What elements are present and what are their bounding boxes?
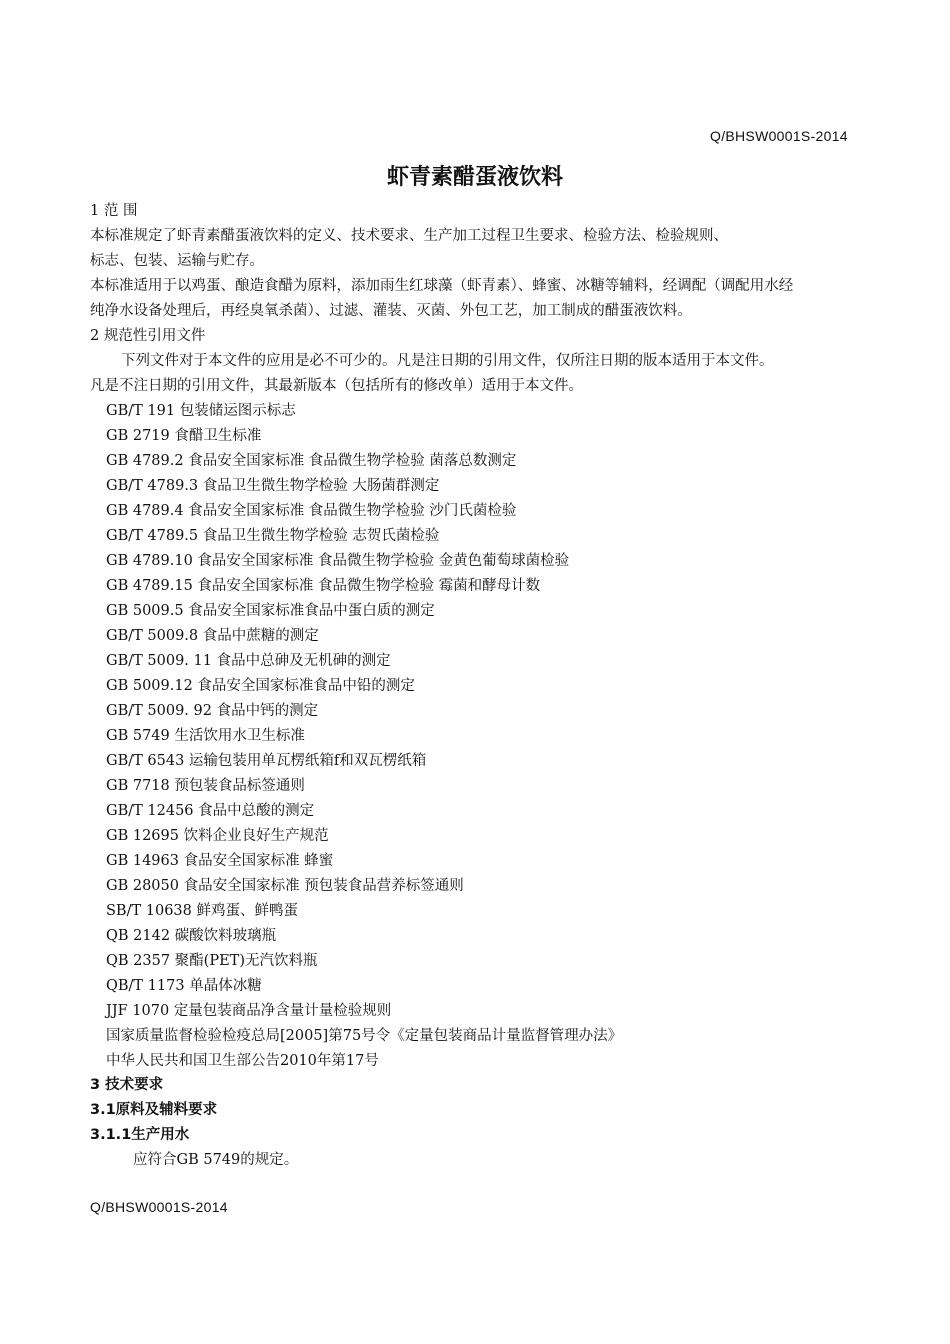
reference-item: JJF 1070 定量包装商品净含量计量检验规则: [106, 1003, 392, 1019]
reference-item: GB/T 4789.3 食品卫生微生物学检验 大肠菌群测定: [106, 478, 440, 494]
scope-paragraph-2-line-2: 纯净水设备处理后，再经臭氧杀菌）、过滤、灌装、灭菌、外包工艺，加工制成的醋蛋液饮料。: [90, 303, 692, 319]
scope-paragraph-2-line-1: 本标准适用于以鸡蛋、酿造食醋为原料，添加雨生红球藻（虾青素）、蜂蜜、冰糖等辅料，经调配（调配用水经: [90, 278, 794, 294]
header-standard-code: Q/BHSW0001S-2014: [710, 128, 848, 144]
reference-item: GB 5009.12 食品安全国家标准食品中铅的测定: [106, 678, 415, 694]
reference-item: GB/T 5009. 92 食品中钙的测定: [106, 703, 319, 719]
reference-item: GB 4789.4 食品安全国家标准 食品微生物学检验 沙门氏菌检验: [106, 503, 517, 519]
section-1-heading: 1 范 围: [90, 203, 138, 219]
reference-item: GB/T 12456 食品中总酸的测定: [106, 803, 315, 819]
reference-item: GB 28050 食品安全国家标准 预包装食品营养标签通则: [106, 878, 464, 894]
reference-item: GB 12695 饮料企业良好生产规范: [106, 828, 329, 844]
reference-item: GB/T 6543 运输包装用单瓦楞纸箱f和双瓦楞纸箱: [106, 753, 427, 769]
reference-item: GB/T 191 包装储运图示标志: [106, 403, 296, 419]
section-3-heading: 3 技术要求: [90, 1077, 164, 1093]
section-2-heading: 2 规范性引用文件: [90, 328, 206, 344]
reference-item: GB 4789.10 食品安全国家标准 食品微生物学检验 金黄色葡萄球菌检验: [106, 553, 570, 569]
references-intro-line-1: 下列文件对于本文件的应用是必不可少的。凡是注日期的引用文件，仅所注日期的版本适用于本文件。: [121, 353, 774, 369]
scope-paragraph-1-line-2: 标志、包装、运输与贮存。: [90, 253, 264, 269]
reference-item: GB 4789.2 食品安全国家标准 食品微生物学检验 菌落总数测定: [106, 453, 517, 469]
reference-item: GB/T 4789.5 食品卫生微生物学检验 志贺氏菌检验: [106, 528, 440, 544]
reference-item: GB 7718 预包装食品标签通则: [106, 778, 305, 794]
reference-item: GB 5009.5 食品安全国家标准食品中蛋白质的测定: [106, 603, 435, 619]
section-3-1-heading: 3.1原料及辅料要求: [90, 1102, 218, 1118]
footer-standard-code: Q/BHSW0001S-2014: [90, 1199, 228, 1215]
reference-item: 中华人民共和国卫生部公告2010年第17号: [106, 1053, 379, 1069]
reference-item: GB/T 5009.8 食品中蔗糖的测定: [106, 628, 319, 644]
reference-item: GB/T 5009. 11 食品中总砷及无机砷的测定: [106, 653, 391, 669]
reference-item: 国家质量监督检验检疫总局[2005]第75号令《定量包装商品计量监督管理办法》: [106, 1028, 623, 1044]
reference-item: SB/T 10638 鲜鸡蛋、鲜鸭蛋: [106, 903, 298, 919]
section-3-1-1-heading: 3.1.1生产用水: [90, 1127, 190, 1143]
reference-item: GB 2719 食醋卫生标准: [106, 428, 262, 444]
reference-item: GB 14963 食品安全国家标准 蜂蜜: [106, 853, 334, 869]
reference-item: QB 2357 聚酯(PET)无汽饮料瓶: [106, 953, 318, 969]
references-intro-line-2: 凡是不注日期的引用文件，其最新版本（包括所有的修改单）适用于本文件。: [90, 378, 583, 394]
document-title: 虾青素醋蛋液饮料: [386, 165, 563, 190]
scope-paragraph-1-line-1: 本标准规定了虾青素醋蛋液饮料的定义、技术要求、生产加工过程卫生要求、检验方法、检验规则、: [90, 228, 728, 244]
section-3-1-1-text: 应符合GB 5749的规定。: [133, 1152, 299, 1168]
reference-item: QB 2142 碳酸饮料玻璃瓶: [106, 928, 277, 944]
reference-item: GB 4789.15 食品安全国家标准 食品微生物学检验 霉菌和酵母计数: [106, 578, 541, 594]
reference-item: QB/T 1173 单晶体冰糖: [106, 978, 262, 994]
reference-item: GB 5749 生活饮用水卫生标准: [106, 728, 305, 744]
